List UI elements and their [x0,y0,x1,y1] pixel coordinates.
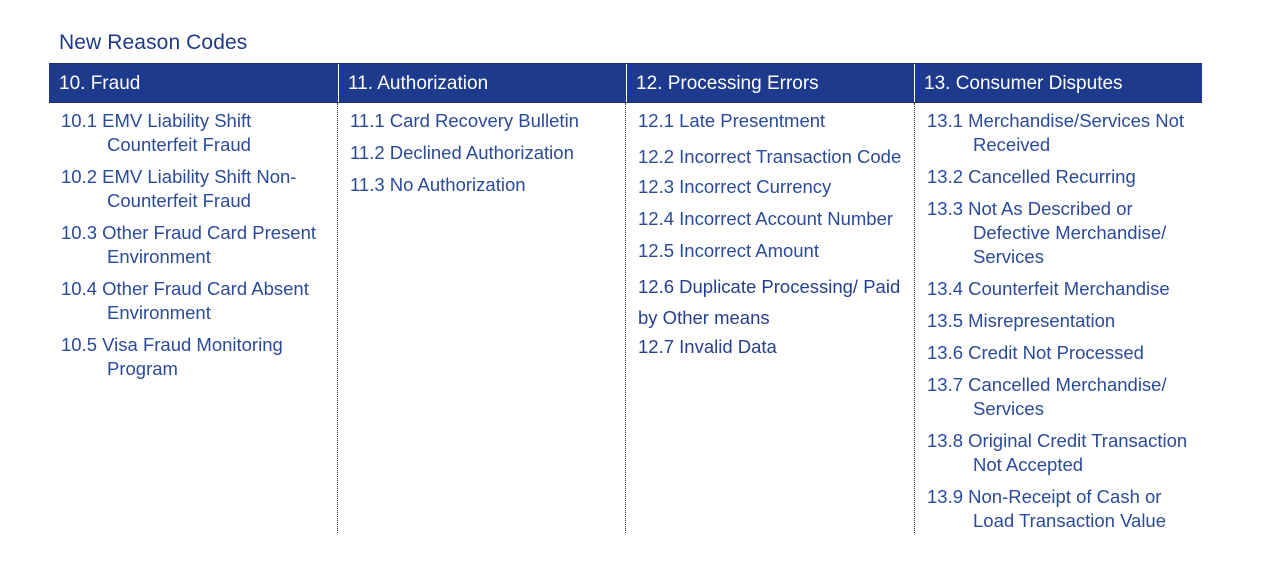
reason-code-item: 12.4 Incorrect Account Number [638,208,894,229]
reason-code-item: 10.5 Visa Fraud Monitoring Program [61,334,283,379]
reason-code-item: 10.1 EMV Liability Shift Counterfeit Fraud [61,110,252,155]
reason-code-item: 13.3 Not As Described or Defective Merchandise/ Services [927,198,1167,267]
reason-codes-table [49,63,1202,533]
reason-code-item: 13.6 Credit Not Processed [927,342,1144,363]
reason-code-item: 12.1 Late Presentment [638,110,826,131]
column-authorization [338,103,626,205]
reason-code-item: 10.3 Other Fraud Card Present Environment [61,222,317,267]
header-authorization: 11. Authorization [348,73,489,94]
reason-code-item: 11.2 Declined Authorization [350,142,574,163]
page-title: New Reason Codes [59,31,248,54]
column-fraud [49,103,337,389]
reason-code-item: 12.6 Duplicate Processing/ Paid by Other means [638,276,901,328]
column-processing-errors [626,103,914,367]
table-header [49,63,1202,103]
header-fraud: 10. Fraud [59,73,141,94]
reason-code-item: 13.5 Misrepresentation [927,310,1116,331]
reason-code-item: 13.2 Cancelled Recurring [927,166,1136,187]
reason-code-item: 13.1 Merchandise/Services Not Received [927,110,1185,155]
reason-code-item: 10.2 EMV Liability Shift Non-Counterfeit Fraud [61,166,297,211]
reason-code-item: 13.4 Counterfeit Merchandise [927,278,1170,299]
reason-code-item: 12.7 Invalid Data [638,336,777,357]
reason-code-item: 12.5 Incorrect Amount [638,240,819,261]
reason-code-item: 12.3 Incorrect Currency [638,176,832,197]
reason-code-item: 11.3 No Authorization [350,174,526,195]
reason-code-item: 11.1 Card Recovery Bulletin [350,110,579,131]
reason-code-item: 10.4 Other Fraud Card Absent Environment [61,278,309,323]
column-consumer-disputes [915,103,1202,541]
reason-code-item: 13.7 Cancelled Merchandise/ Services [927,374,1167,419]
header-processing-errors: 12. Processing Errors [636,73,819,94]
reason-code-item: 12.2 Incorrect Transaction Code [638,146,902,167]
reason-code-item: 13.9 Non-Receipt of Cash or Load Transaction Value [927,486,1167,531]
header-consumer-disputes: 13. Consumer Disputes [924,73,1123,94]
reason-code-item: 13.8 Original Credit Transaction Not Accepted [927,430,1188,475]
